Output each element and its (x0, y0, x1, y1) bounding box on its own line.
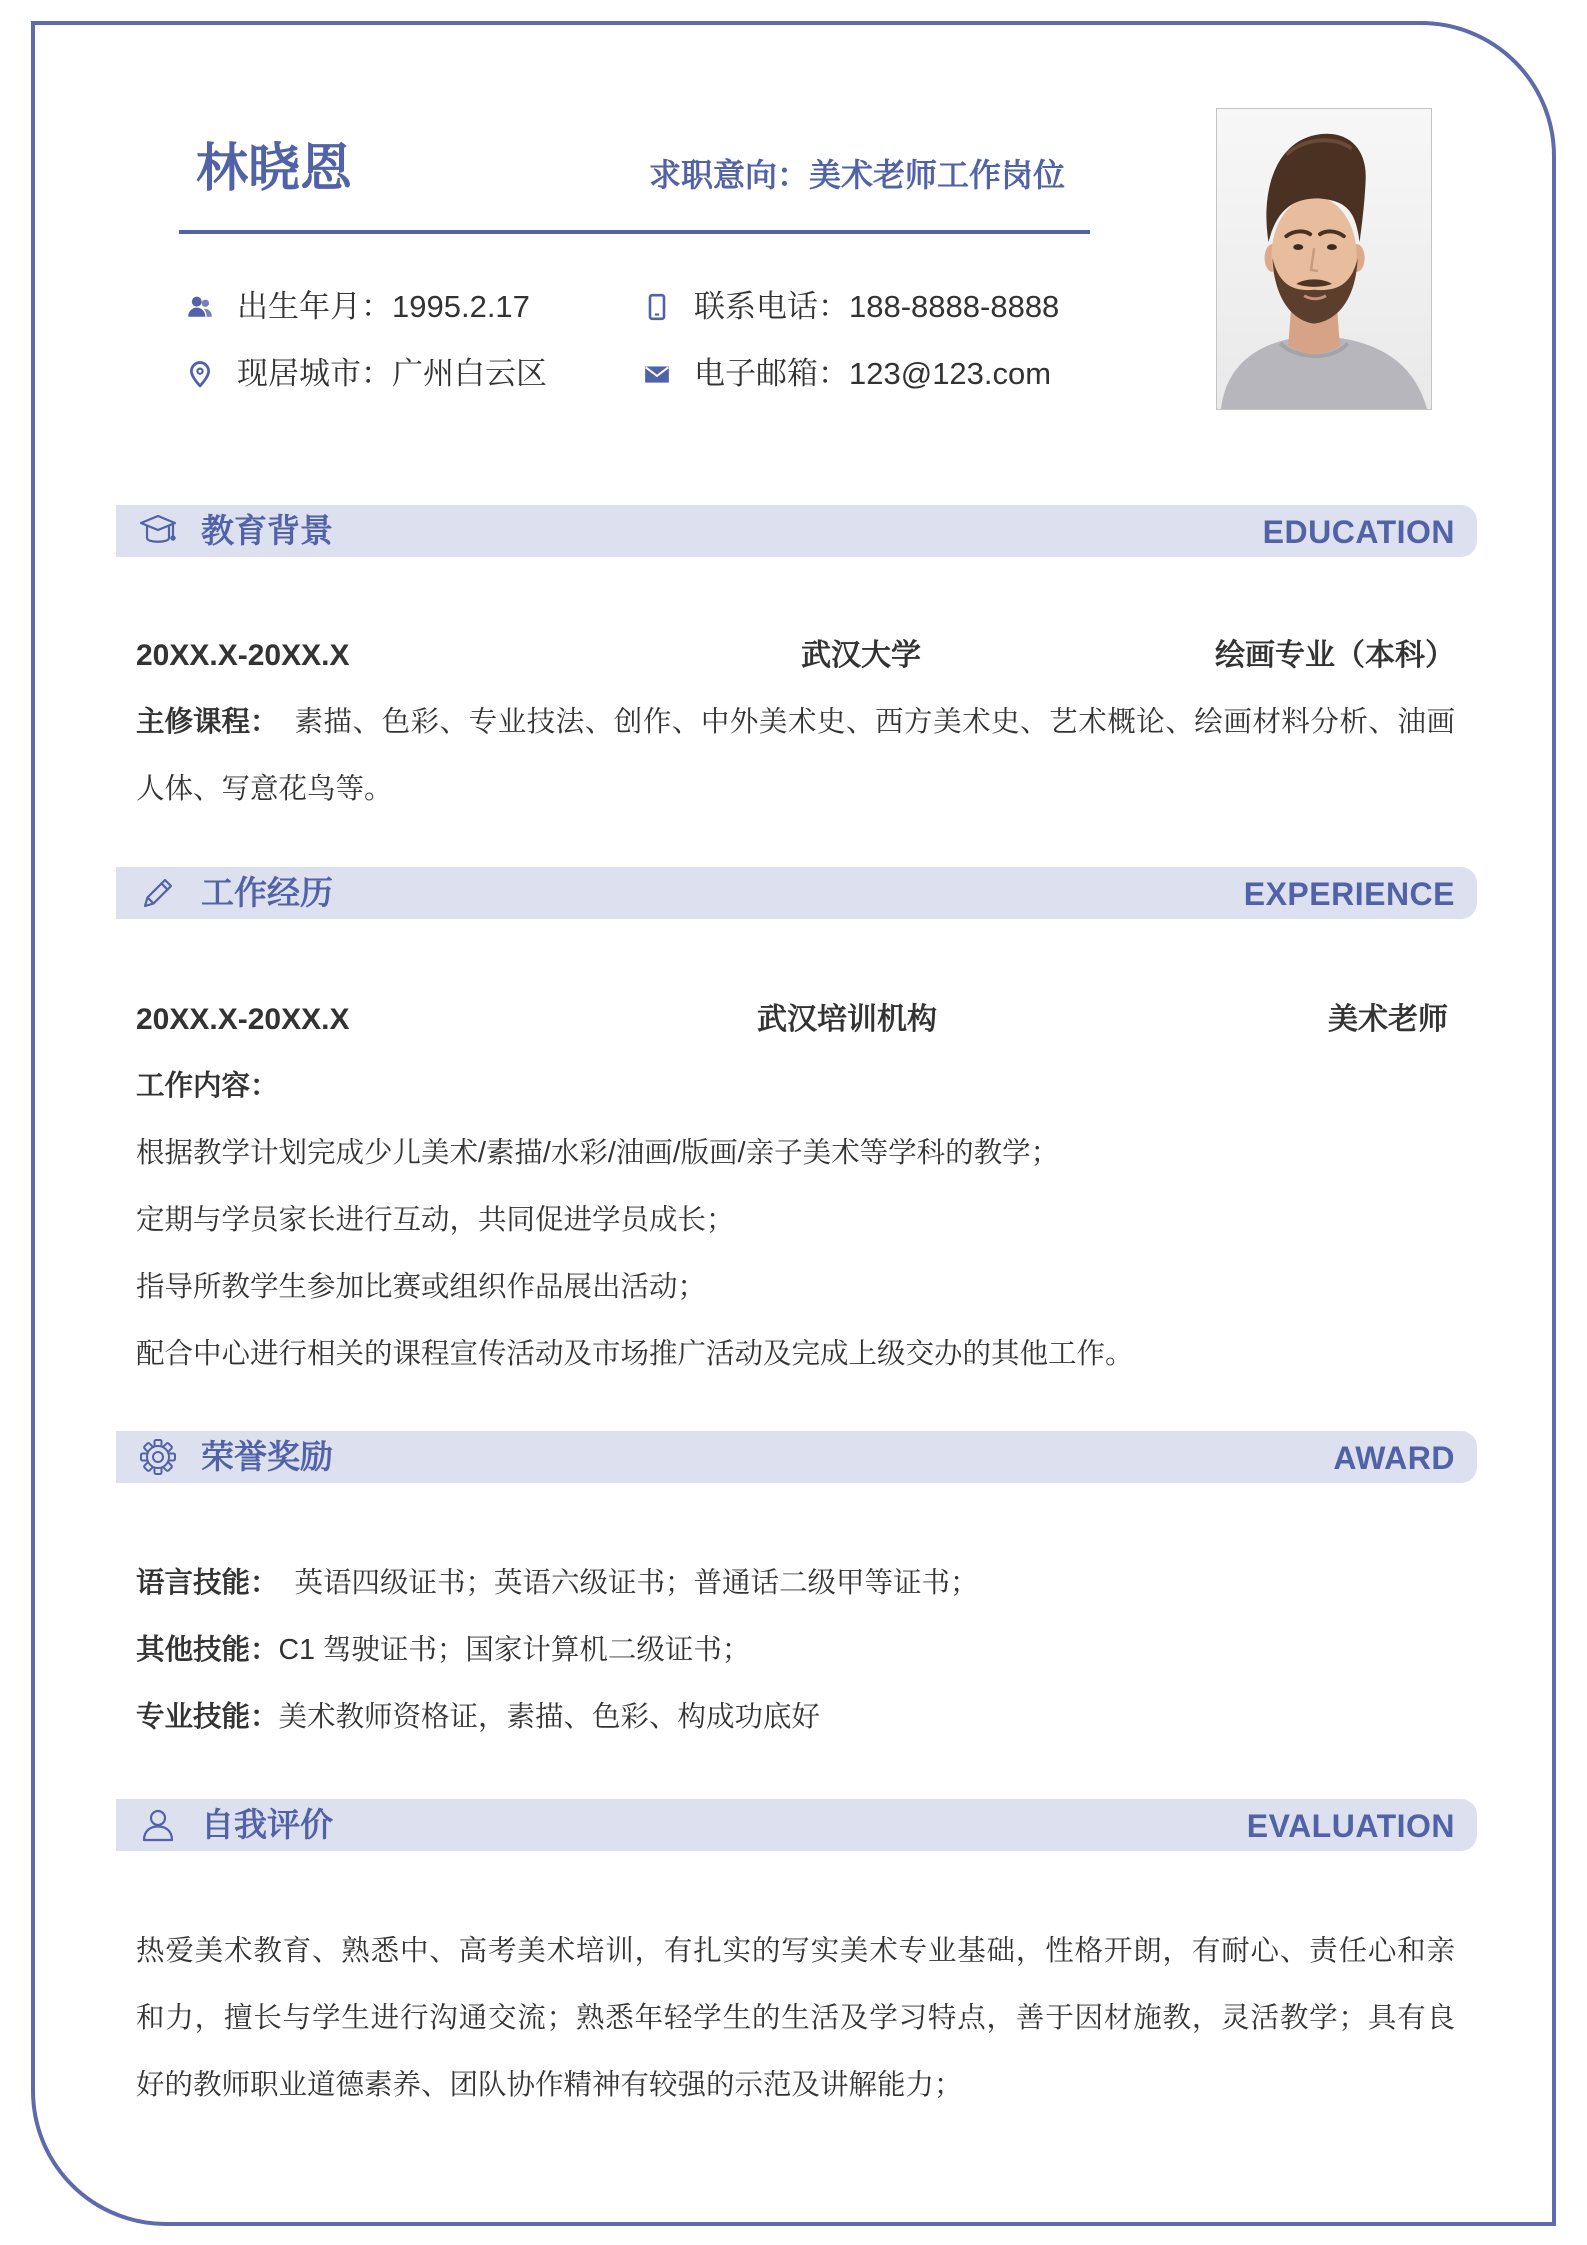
pencil-icon (138, 873, 178, 913)
section-title-en: EXPERIENCE (1243, 876, 1455, 912)
section-header-experience (116, 867, 1477, 919)
experience-position: 美术老师 (1328, 1003, 1448, 1036)
envelope-icon (643, 360, 671, 388)
info-label: 电子邮箱： (694, 356, 849, 391)
duties-label: 工作内容： (136, 1070, 279, 1102)
experience-entry-row (136, 986, 1455, 1053)
info-value: 1995.2.17 (392, 289, 530, 324)
section-title-en: EVALUATION (1246, 1808, 1455, 1844)
header-divider (179, 230, 1090, 234)
skill-label: 其他技能： (136, 1634, 279, 1666)
awards-content (136, 1550, 1455, 1751)
people-icon (186, 293, 214, 321)
skill-row-professional (136, 1684, 1455, 1751)
skill-row-language (136, 1550, 1455, 1617)
education-period: 20XX.X-20XX.X (136, 639, 350, 672)
skill-label: 语言技能： (136, 1567, 279, 1599)
info-email (643, 354, 1051, 394)
duty-item: 指导所教学生参加比赛或组织作品展出活动； (136, 1271, 707, 1303)
section-title: 荣誉奖励 (201, 1438, 333, 1475)
experience-company: 武汉培训机构 (757, 1003, 937, 1036)
info-birth-date (186, 287, 530, 327)
courses-line (136, 689, 1455, 756)
skill-row-other (136, 1617, 1455, 1684)
duty-item: 定期与学员家长进行互动，共同促进学员成长； (136, 1204, 735, 1236)
job-objective: 求职意向：美术老师工作岗位 (649, 157, 1066, 193)
evaluation-line: 好的教师职业道德素养、团队协作精神有较强的示范及讲解能力； (136, 2069, 963, 2101)
evaluation-line: 热爱美术教育、熟悉中、高考美术培训，有扎实的写实美术专业基础，性格开朗，有耐心、责任心和亲 (136, 1935, 1455, 1967)
skill-label: 专业技能： (136, 1701, 279, 1733)
profile-photo (1216, 108, 1432, 410)
section-title: 自我评价 (201, 1806, 333, 1843)
info-value: 广州白云区 (392, 356, 547, 391)
section-header-education (116, 505, 1477, 557)
gear-icon (138, 1437, 178, 1477)
info-value: 188-8888-8888 (849, 289, 1060, 324)
evaluation-content (136, 1918, 1455, 2119)
info-label: 联系电话： (694, 289, 849, 324)
section-title: 教育背景 (201, 512, 333, 549)
education-content (136, 622, 1455, 823)
education-entry-row (136, 622, 1455, 689)
info-value: 123@123.com (849, 356, 1052, 391)
duty-item: 根据教学计划完成少儿美术/素描/水彩/油画/版画/亲子美术等学科的教学； (136, 1137, 1060, 1169)
experience-content (136, 986, 1455, 1388)
info-city (186, 354, 547, 394)
education-school: 武汉大学 (801, 639, 921, 672)
skill-value: C1 驾驶证书；国家计算机二级证书； (278, 1634, 751, 1666)
location-pin-icon (186, 360, 214, 388)
user-icon (138, 1805, 178, 1845)
candidate-name: 林晓恩 (196, 140, 353, 198)
section-title-en: EDUCATION (1262, 514, 1455, 550)
courses-text-continued: 人体、写意花鸟等。 (136, 773, 393, 805)
info-label: 现居城市： (237, 356, 392, 391)
skill-value: 美术教师资格证，素描、色彩、构成功底好 (278, 1701, 821, 1733)
section-title-en: AWARD (1333, 1440, 1455, 1476)
section-header-evaluation (116, 1799, 1477, 1851)
experience-period: 20XX.X-20XX.X (136, 1003, 350, 1036)
mobile-phone-icon (643, 293, 671, 321)
info-phone (643, 287, 1059, 327)
duty-item: 配合中心进行相关的课程宣传活动及市场推广活动及完成上级交办的其他工作。 (136, 1338, 1134, 1370)
education-major: 绘画专业（本科） (1215, 639, 1455, 672)
graduation-cap-icon (138, 511, 178, 551)
section-title: 工作经历 (201, 874, 333, 911)
courses-text: 素描、色彩、专业技法、创作、中外美术史、西方美术史、艺术概论、绘画材料分析、油画 (294, 706, 1455, 738)
info-label: 出生年月： (237, 289, 392, 324)
skill-value: 英语四级证书；英语六级证书；普通话二级甲等证书； (294, 1567, 979, 1599)
courses-label: 主修课程： (136, 706, 279, 738)
section-header-awards (116, 1431, 1477, 1483)
evaluation-line: 和力，擅长与学生进行沟通交流；熟悉年轻学生的生活及学习特点，善于因材施教，灵活教学；具有良 (136, 2002, 1455, 2034)
